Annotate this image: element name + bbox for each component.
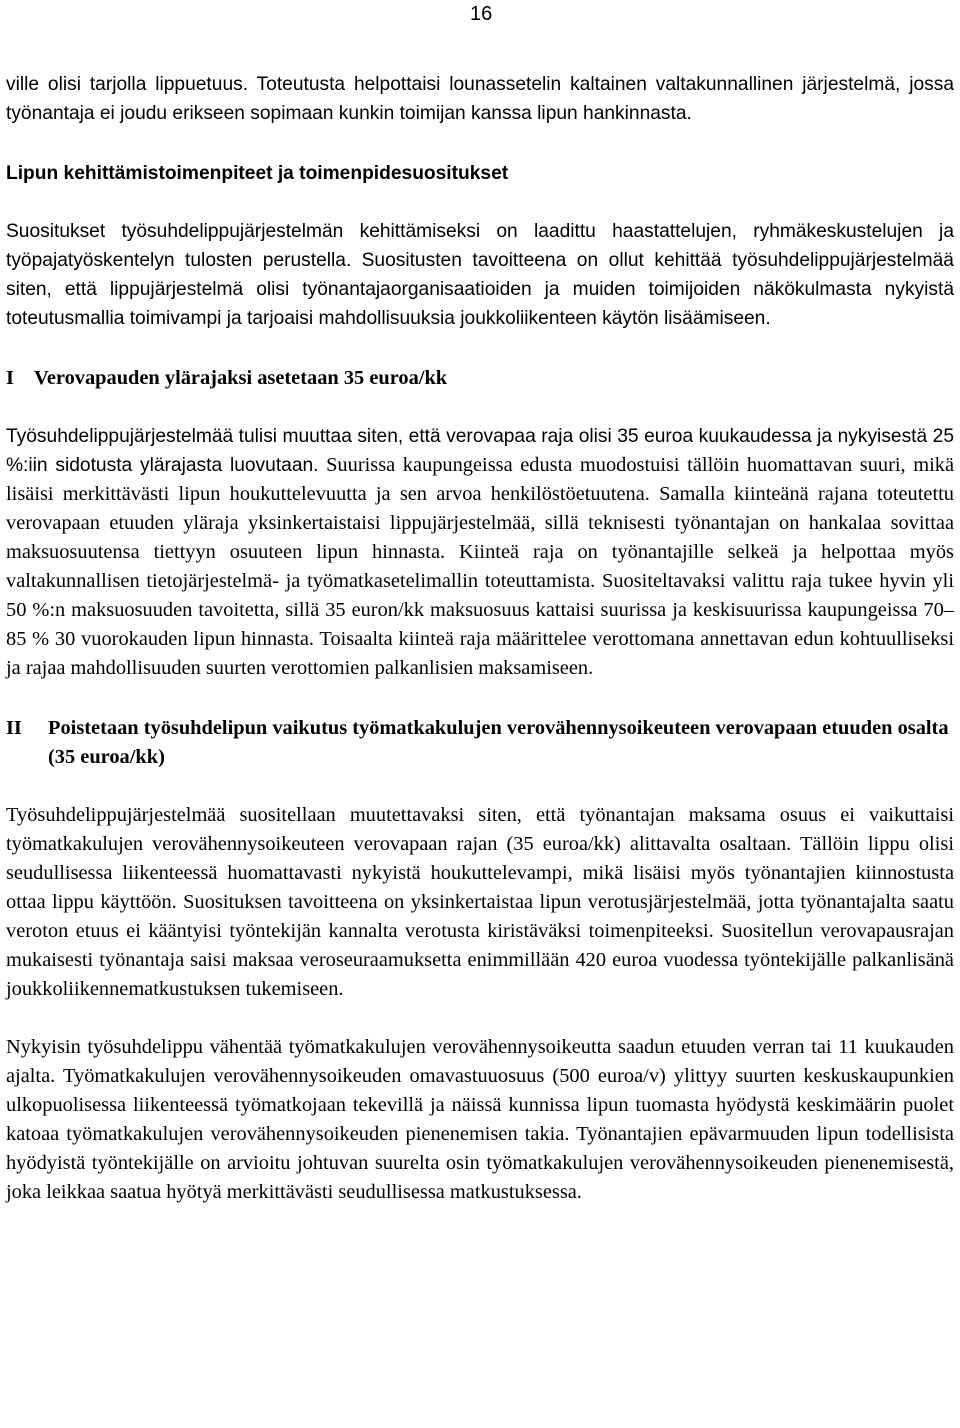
section-i-title: Verovapauden ylärajaksi asetetaan 35 euroa/kk [34, 367, 448, 389]
recommendations-sentence-2: Suositusten tavoitteena on ollut kehittää työsuhdelippujärjestelmää siten, että lippujärjestelmä olisi työnantajaorganisaatioiden ja muiden toimijoiden näkökulmasta nykyistä toteutusmallia toimivampi ja tarjoaisi mahdollisuuksia joukkoliikenteen käytön lisäämiseen. [6, 250, 954, 329]
section-heading-recommendations: Lipun kehittämistoimenpiteet ja toimenpidesuositukset [6, 163, 509, 184]
recommendations-sentence-1: Suositukset työsuhdelippujärjestelmän kehittämiseksi on laadittu haastattelujen, ryhmäkeskustelujen ja työpajatyöskentelyn tulosten perustella. [6, 221, 954, 271]
section-i-label: I [6, 367, 14, 389]
page-number: 16 [470, 3, 493, 25]
section-i-sentences-serif: Suurissa kaupungeissa edusta muodostuisi tällöin huomattavan suuri, mikä lisäisi merkittävästi lipun houkuttelevuutta ja sen arvoa henkilöstöetuutena. Samalla kiinteänä rajana toteutettu verovapaan etuuden yläraja yksinkertaistaisi lippujärjestelmää, sillä teknisesti työnantajan on hankalaa sovittaa maksuosuutensa tiettyyn osuuteen lipun hinnasta. Kiinteä raja on työnantajille selkeä ja helpottaa myös valtakunnallisen tietojärjestelmä- ja työmatkasetelimallin toteuttamista. Suositeltavaksi valittu raja tukee hyvin yli 50 %:n maksuosuuden tavoitetta, sillä 35 euron/kk maksuosuus kattaisi suurissa ja keskisuurissa kaupungeissa 70–85 % 30 vuorokauden lipun hinnasta. Toisaalta kiinteä raja määrittelee verottomana annettavan edun kohtuulliseksi ja rajaa mahdollisuuden suurten verottomien palkanlisien maksamiseen. [6, 454, 954, 679]
section-ii-title: Poistetaan työsuhdelipun vaikutus työmatkakulujen verovähennysoikeuteen verovapaan etuuden osalta (35 euroa/kk) [48, 717, 949, 768]
document-body [6, 70, 954, 1207]
recommendations-paragraph [6, 217, 954, 333]
section-i-sentence-sans: Työsuhdelippujärjestelmää tulisi muuttaa siten, että verovapaa raja olisi 35 euroa kuukaudessa ja nykyisestä 25 %:iin sidotusta ylärajasta luovutaan. [6, 426, 954, 476]
section-ii-paragraph-1: Työsuhdelippujärjestelmää suositellaan muutettavaksi siten, että työnantajan maksama osuus ei vaikuttaisi työmatkakulujen verovähennysoikeuteen verovapaan rajan (35 euroa/kk) alittavalta osaltaan. Tällöin lippu olisi seudullisessa liikenteessä huomattavasti nykyistä houkuttelevampi, mikä lisäisi myös työnantajien kiinnostusta ottaa lippu käyttöön. Suosituksen tavoitteena on yksinkertaistaa lipun verotusjärjestelmää, jotta työnantajalta saatu veroton etuus ei kääntyisi työntekijän kannalta verotusta kiristäväksi toimenpiteeksi. Suositellun verovapausrajan mukaisesti työnantaja saisi maksaa veroseuraamuksetta enimmillään 420 euroa vuodessa työntekijälle palkanlisänä joukkoliikennematkustuksen tukemiseen. [6, 804, 954, 1000]
section-i-heading [6, 364, 954, 393]
section-ii-label: II [6, 717, 22, 739]
section-i-paragraph [6, 422, 954, 683]
section-ii-paragraph-2: Nykyisin työsuhdelippu vähentää työmatkakulujen verovähennysoikeutta saadun etuuden verran tai 11 kuukauden ajalta. Työmatkakulujen verovähennysoikeuden omavastuuosuus (500 euroa/v) ylittyy suurten keskuskaupunkien ulkopuolisessa liikenteessä työmatkojaan tekevillä ja näissä kunnissa lipun tuomasta hyödystä keskimäärin puolet katoaa työmatkakulujen verovähennysoikeuden pienenemisen takia. Työnantajien epävarmuuden lipun todellisista hyödyistä työntekijälle on arvioitu johtuvan suurelta osin työmatkakulujen verovähennysoikeuden pienenemisestä, joka leikkaa saatua hyötyä merkittävästi seudullisessa matkustuksessa. [6, 1036, 954, 1203]
intro-paragraph: ville olisi tarjolla lippuetuus. Toteutusta helpottaisi lounassetelin kaltainen valtakunnallinen järjestelmä, jossa työnantaja ei joudu erikseen sopimaan kunkin toimijan kanssa lipun hankinnasta. [6, 74, 954, 124]
section-ii-heading [6, 714, 954, 772]
